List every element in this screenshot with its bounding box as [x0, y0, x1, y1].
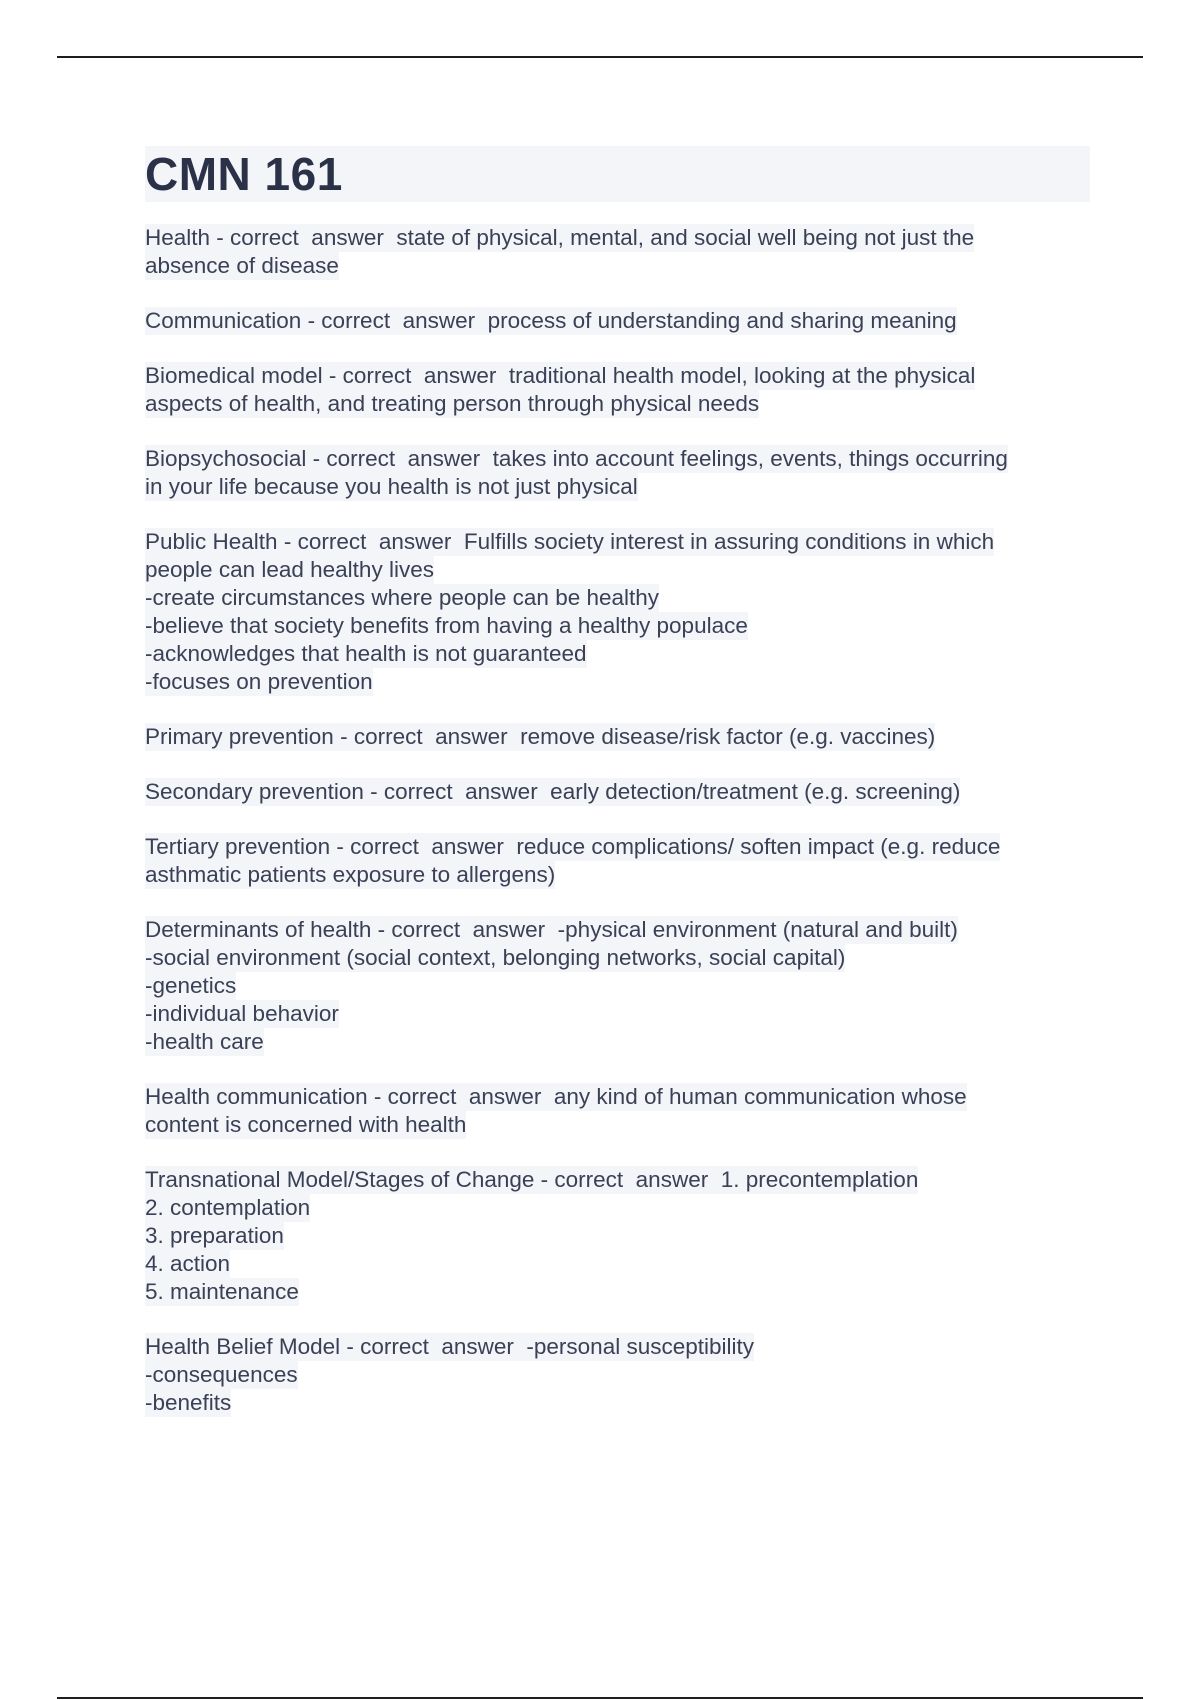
- flashcard-line: -believe that society benefits from having a healthy populace: [145, 613, 748, 638]
- flashcard-line: 3. preparation: [145, 1223, 284, 1248]
- flashcard-line: Secondary prevention - correct answer early detection/treatment (e.g. screening): [145, 779, 961, 804]
- flashcard-line: people can lead healthy lives: [145, 557, 434, 582]
- document-body: [145, 146, 1090, 1444]
- page-title: CMN 161: [145, 146, 1090, 202]
- flashcard-line: -consequences: [145, 1362, 298, 1387]
- flashcard-list: [145, 224, 1090, 1417]
- flashcard-line: in your life because you health is not just physical: [145, 474, 638, 499]
- flashcard-line: 5. maintenance: [145, 1279, 299, 1304]
- flashcard-entry: [145, 1166, 1090, 1306]
- flashcard-line: aspects of health, and treating person through physical needs: [145, 391, 760, 416]
- flashcard-line: Biopsychosocial - correct answer takes into account feelings, events, things occurring: [145, 446, 1008, 471]
- flashcard-line: 4. action: [145, 1251, 231, 1276]
- flashcard-entry: [145, 833, 1090, 889]
- flashcard-line: absence of disease: [145, 253, 339, 278]
- flashcard-line: 2. contemplation: [145, 1195, 311, 1220]
- flashcard-entry: [145, 723, 1090, 751]
- flashcard-entry: [145, 1333, 1090, 1417]
- flashcard-line: -create circumstances where people can be healthy: [145, 585, 660, 610]
- flashcard-line: Communication - correct answer process of understanding and sharing meaning: [145, 308, 957, 333]
- flashcard-entry: [145, 1083, 1090, 1139]
- flashcard-entry: [145, 528, 1090, 696]
- flashcard-line: content is concerned with health: [145, 1112, 467, 1137]
- flashcard-line: -focuses on prevention: [145, 669, 373, 694]
- bottom-rule: [57, 1697, 1143, 1699]
- flashcard-line: Primary prevention - correct answer remove disease/risk factor (e.g. vaccines): [145, 724, 936, 749]
- flashcard-line: asthmatic patients exposure to allergens): [145, 862, 556, 887]
- flashcard-line: Health - correct answer state of physical, mental, and social well being not just the: [145, 225, 975, 250]
- flashcard-line: Health Belief Model - correct answer -personal susceptibility: [145, 1334, 755, 1359]
- flashcard-line: -benefits: [145, 1390, 232, 1415]
- flashcard-line: Biomedical model - correct answer traditional health model, looking at the physical: [145, 363, 976, 388]
- flashcard-entry: [145, 778, 1090, 806]
- flashcard-line: -health care: [145, 1029, 264, 1054]
- flashcard-entry: [145, 445, 1090, 501]
- flashcard-line: -social environment (social context, belonging networks, social capital): [145, 945, 846, 970]
- flashcard-entry: [145, 362, 1090, 418]
- flashcard-line: -individual behavior: [145, 1001, 339, 1026]
- flashcard-line: Determinants of health - correct answer -physical environment (natural and built): [145, 917, 958, 942]
- flashcard-entry: [145, 224, 1090, 280]
- flashcard-line: Transnational Model/Stages of Change - correct answer 1. precontemplation: [145, 1167, 919, 1192]
- flashcard-entry: [145, 307, 1090, 335]
- flashcard-line: Tertiary prevention - correct answer reduce complications/ soften impact (e.g. reduce: [145, 834, 1001, 859]
- flashcard-line: -acknowledges that health is not guaranteed: [145, 641, 587, 666]
- flashcard-line: Public Health - correct answer Fulfills society interest in assuring conditions in which: [145, 529, 995, 554]
- flashcard-entry: [145, 916, 1090, 1056]
- flashcard-line: -genetics: [145, 973, 237, 998]
- flashcard-line: Health communication - correct answer any kind of human communication whose: [145, 1084, 967, 1109]
- top-rule: [57, 56, 1143, 58]
